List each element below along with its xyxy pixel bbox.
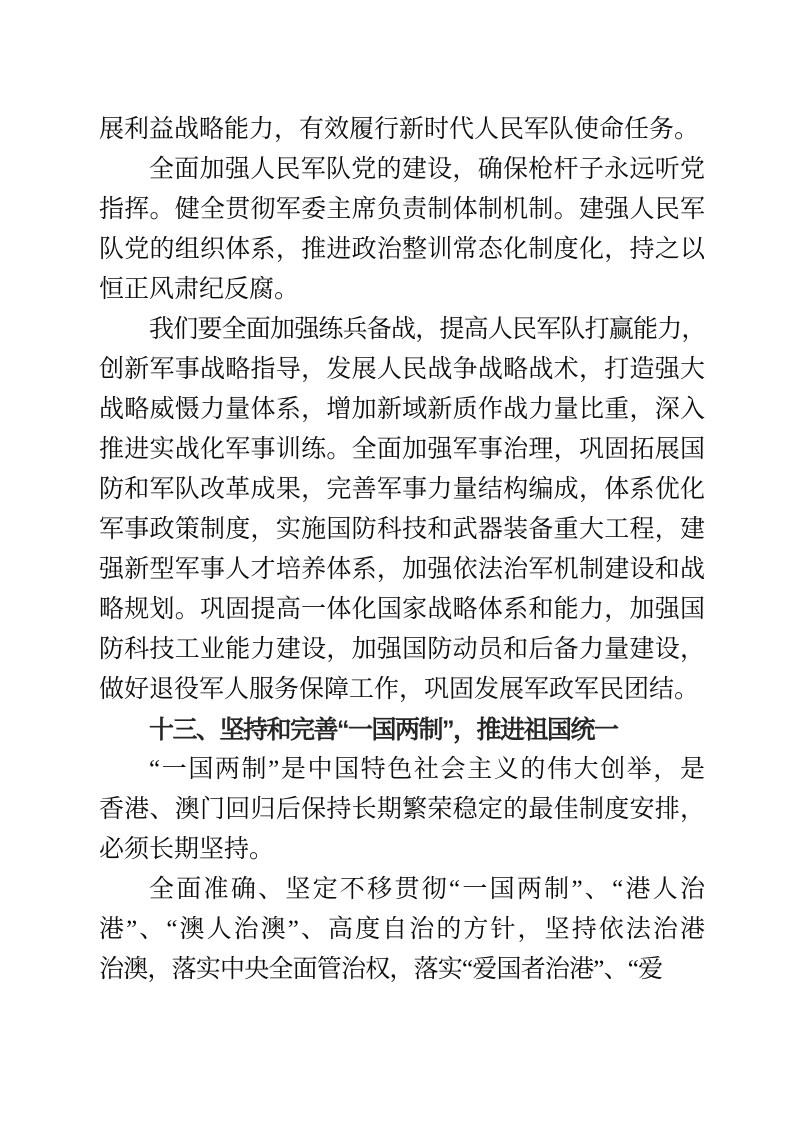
text-line: 港”、“澳人治澳”、高度自治的方针，坚持依法治港 bbox=[99, 916, 705, 943]
text-line: 创新军事战略指导，发展人民战争战略战术，打造强大 bbox=[99, 356, 705, 383]
text-line: 队党的组织体系，推进政治整训常态化制度化，持之以 bbox=[99, 236, 705, 263]
text-line: 做好退役军人服务保障工作，巩固发展军政军民团结。 bbox=[99, 676, 700, 703]
text-line: 略规划。巩固提高一体化国家战略体系和能力，加强国 bbox=[99, 596, 705, 623]
text-line: 强新型军事人才培养体系，加强依法治军机制建设和战 bbox=[99, 556, 705, 583]
text-line: 战略威慑力量体系，增加新域新质作战力量比重，深入 bbox=[99, 396, 705, 423]
text-line: 必须长期坚持。 bbox=[99, 836, 275, 863]
page-text-block bbox=[99, 110, 705, 990]
text-line: 推进实战化军事训练。全面加强军事治理，巩固拓展国 bbox=[99, 436, 705, 463]
text-line: 恒正风肃纪反腐。 bbox=[99, 276, 300, 303]
text-line: 防和军队改革成果，完善军事力量结构编成，体系优化 bbox=[99, 476, 705, 503]
text-line: 军事政策制度，实施国防科技和武器装备重大工程，建 bbox=[99, 516, 705, 543]
section-heading: 十三、坚持和完善“一国两制”，推进祖国统一 bbox=[149, 716, 618, 744]
text-line: 展利益战略能力，有效履行新时代人民军队使命任务。 bbox=[99, 116, 700, 143]
text-line: 指挥。健全贯彻军委主席负责制体制机制。建强人民军 bbox=[99, 196, 705, 223]
text-line: 全面准确、坚定不移贯彻“一国两制”、“港人治 bbox=[149, 876, 705, 903]
text-line: 防科技工业能力建设，加强国防动员和后备力量建设， bbox=[99, 636, 705, 663]
text-line: 治澳，落实中央全面管治权，落实“爱国者治港”、“爱 bbox=[99, 956, 663, 983]
text-line: 全面加强人民军队党的建设，确保枪杆子永远听党 bbox=[149, 156, 705, 183]
text-line: “一国两制”是中国特色社会主义的伟大创举，是 bbox=[149, 756, 705, 783]
text-line: 香港、澳门回归后保持长期繁荣稳定的最佳制度安排， bbox=[99, 796, 705, 823]
text-line: 我们要全面加强练兵备战，提高人民军队打赢能力， bbox=[149, 316, 706, 343]
